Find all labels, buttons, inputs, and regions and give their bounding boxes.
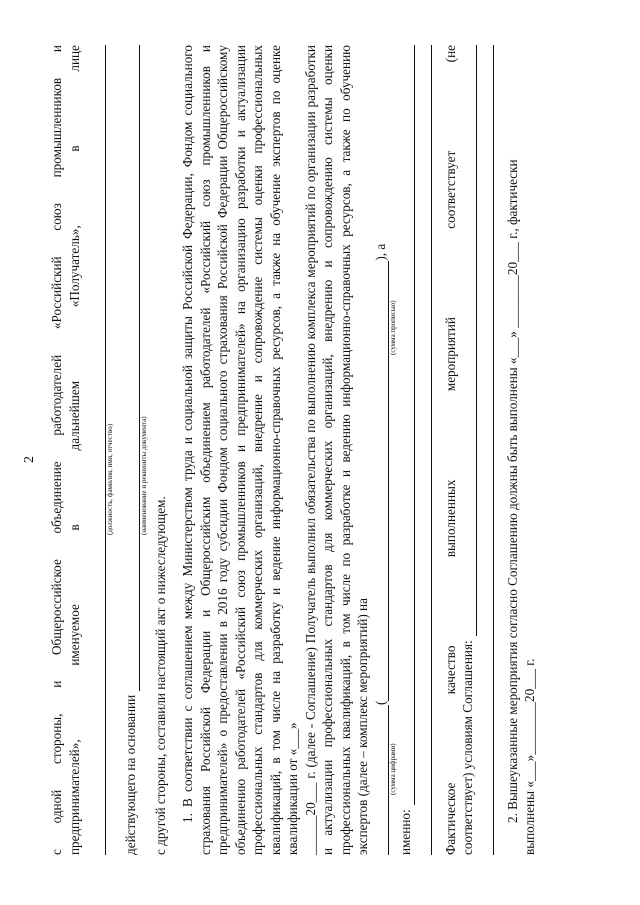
blank-line: [459, 45, 477, 636]
actual-line-2: [459, 45, 477, 855]
word: и: [49, 45, 64, 53]
intro-line-4: с другой стороны, составили настоящий акт о нижеследующем.: [152, 496, 168, 855]
imenno-line: [397, 45, 415, 855]
text: «Получатель»,: [66, 225, 82, 308]
word: работодателей: [49, 354, 64, 436]
text: именуемое: [66, 604, 82, 666]
item-2-line-1: 2. Вышеуказанные мероприятия согласно Соглашению должны быть выполнены «___» ________20___ г., фактически: [504, 159, 520, 823]
caption: (сумма прописью): [389, 300, 397, 355]
word: мероприятий: [442, 317, 458, 392]
word: соответствует: [442, 150, 458, 229]
text: ), а: [372, 243, 388, 261]
word: «Российский: [49, 256, 64, 330]
word: с: [49, 849, 64, 855]
word: выполненных: [442, 479, 458, 558]
word: качество: [442, 645, 458, 695]
text: в: [66, 145, 82, 152]
word: (не: [442, 45, 458, 63]
text: соответствует) условиям Соглашения:: [460, 640, 475, 855]
page-number: 2: [22, 456, 37, 463]
word: стороны,: [49, 713, 64, 764]
intro-line-1: [48, 45, 66, 855]
actual-line-1: [442, 45, 460, 855]
amount-captions: [389, 45, 397, 855]
word: промышленников: [49, 77, 64, 178]
word: Фактическое: [442, 782, 458, 855]
text: лице: [66, 45, 82, 72]
text: именно:: [398, 809, 413, 855]
caption: (сумма цифрами): [389, 743, 397, 795]
intro-line-3: [122, 45, 140, 855]
word: и: [49, 680, 64, 688]
text: действующего на основании: [123, 694, 138, 855]
text: дальнейшем: [66, 380, 82, 451]
word: Общероссийское: [49, 559, 64, 655]
word: объединение: [49, 461, 64, 534]
word: союз: [49, 203, 64, 231]
item-1-paragraph-a: 1. В соответствии с соглашением между Министерством труда и социальной защиты Российской Федерации, Фондом социального страхования Российской Федерации и Общероссийским объединением работодателей «Российский союз промышленников и предпринимателей» о предоставлении в 2016 году субсидии Фондом социального страхования Российской Федерации Общероссийскому объединению работодателей «Российский союз промышленников и предпринимателей» на организацию разработки и актуализации профессиональных стандартов для коммерческих организаций, внедрение и сопровождение системы оценки профессиональных квалификаций, в том числе на разработку и ведение информационно-справочных ресурсов, а также на обучение экспертов по оценке квалификации от «___»: [180, 45, 300, 855]
text: предпринимателей»,: [66, 739, 82, 855]
caption-position: (должность, фамилия, имя, отчество): [106, 423, 114, 535]
blank-line: [375, 261, 389, 701]
intro-line-2: [66, 45, 84, 855]
item-2-line-2: выполнены «___»________20___ г.: [522, 658, 537, 855]
word: одной: [49, 789, 64, 824]
document-body: [48, 45, 539, 855]
blank-line: [397, 45, 415, 805]
blank-line: [375, 705, 389, 855]
item-1-paragraph-b: ______20___ г. (далее - Соглашение) Получатель выполнил обязательства по выполнению комплекса мероприятий по организации разработки и актуализации профессиональных стандартов для коммерческих организаций, внедрению и сопровождению системы оценки профессиональных квалификаций, в том числе по разработке и ведению информационно-справочных ресурсов, а также по обучению экспертов (далее – комплекс мероприятий) на: [302, 45, 370, 855]
amount-line: [372, 45, 390, 855]
caption-document: (наименование и реквизиты документа): [139, 416, 148, 535]
text: в: [66, 524, 82, 531]
text: (: [372, 700, 388, 705]
blank-line: [122, 45, 140, 691]
